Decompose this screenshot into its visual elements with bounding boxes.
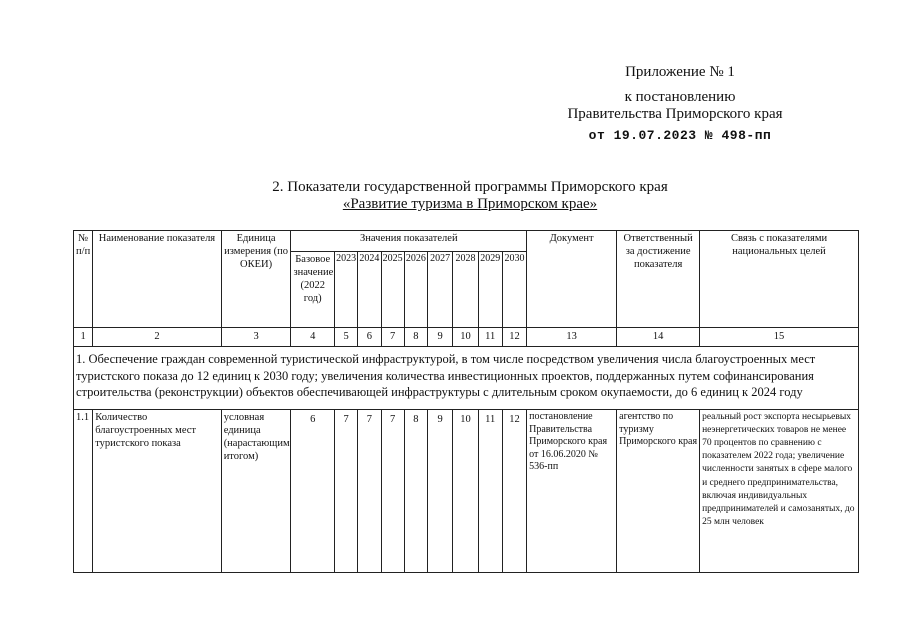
row-responsible: агентство по туризму Приморского края: [617, 410, 700, 573]
header-year: 2023: [334, 252, 357, 328]
column-number: 5: [334, 328, 357, 347]
header-base: Базовое значение (2022 год): [291, 252, 334, 328]
row-year-value: 12: [502, 410, 526, 573]
row-num: 1.1: [74, 410, 93, 573]
row-base-value: 6: [291, 410, 334, 573]
program-name-text: «Развитие туризма в Приморском крае»: [342, 196, 598, 212]
row-unit: условная единица (нарастающим итогом): [221, 410, 291, 573]
government-label: Правительства Приморского края: [567, 106, 783, 122]
column-number: 7: [381, 328, 404, 347]
header-unit: Единица измерения (по ОКЕИ): [221, 231, 291, 328]
header-values: Значения показателей: [291, 231, 527, 252]
header-year: 2025: [381, 252, 404, 328]
row-year-value: 9: [428, 410, 453, 573]
row-year-value: 7: [358, 410, 381, 573]
appendix-label: Приложение № 1: [625, 64, 735, 80]
header-year: 2026: [404, 252, 427, 328]
column-number: 12: [502, 328, 526, 347]
header-year: 2030: [502, 252, 526, 328]
header-link: Связь с показателями национальных целей: [700, 231, 859, 328]
header-year: 2024: [358, 252, 381, 328]
header-document: Документ: [527, 231, 617, 328]
column-number: 2: [93, 328, 221, 347]
indicators-table: [73, 230, 859, 573]
header-responsible: Ответственный за достижение показателя: [617, 231, 700, 328]
row-document: постановление Правительства Приморского края от 16.06.2020 № 536-пп: [527, 410, 617, 573]
header-num: № п/п: [74, 231, 93, 328]
document-title: 2. Показатели государственной программы Приморского края: [272, 179, 668, 195]
column-number: 6: [358, 328, 381, 347]
column-number: 10: [453, 328, 478, 347]
header-name: Наименование показателя: [93, 231, 221, 328]
row-name: Количество благоустроенных мест туристского показа: [93, 410, 221, 573]
header-year: 2027: [428, 252, 453, 328]
column-number: 15: [700, 328, 859, 347]
header-year: 2028: [453, 252, 478, 328]
column-number: 13: [527, 328, 617, 347]
row-year-value: 11: [478, 410, 502, 573]
row-year-value: 7: [334, 410, 357, 573]
column-number: 4: [291, 328, 334, 347]
column-number: 9: [428, 328, 453, 347]
column-number: 11: [478, 328, 502, 347]
row-national-goals-link: реальный рост экспорта несырьевых неэнергетических товаров не менее 70 процентов по сравнению с показателем 2022 года; увеличение численности занятых в сфере малого и среднего предпринимательства, включая индивидуальных предпринимателей и самозанятых, до 25 млн человек: [700, 410, 859, 573]
row-year-value: 10: [453, 410, 478, 573]
column-number: 14: [617, 328, 700, 347]
program-name: [150, 196, 790, 213]
column-number: 8: [404, 328, 427, 347]
table-row: [74, 410, 859, 573]
row-year-value: 8: [404, 410, 427, 573]
column-number: 1: [74, 328, 93, 347]
to-decree-label: к постановлению: [624, 89, 736, 105]
column-number: 3: [221, 328, 291, 347]
header-year: 2029: [478, 252, 502, 328]
decree-date-number: от 19.07.2023 № 498-пп: [588, 128, 772, 143]
section-heading: 1. Обеспечение граждан современной туристической инфраструктурой, в том числе посредством увеличения числа благоустроенных мест туристского показа до 12 единиц к 2030 году; увеличения количества инвестиционных проектов, поддержанных путем софинансирования строительства (реконструкции) объектов обеспечивающей инфраструктуры с длительным сроком окупаемости, до 6 единиц к 2024 году: [74, 347, 859, 410]
row-year-value: 7: [381, 410, 404, 573]
